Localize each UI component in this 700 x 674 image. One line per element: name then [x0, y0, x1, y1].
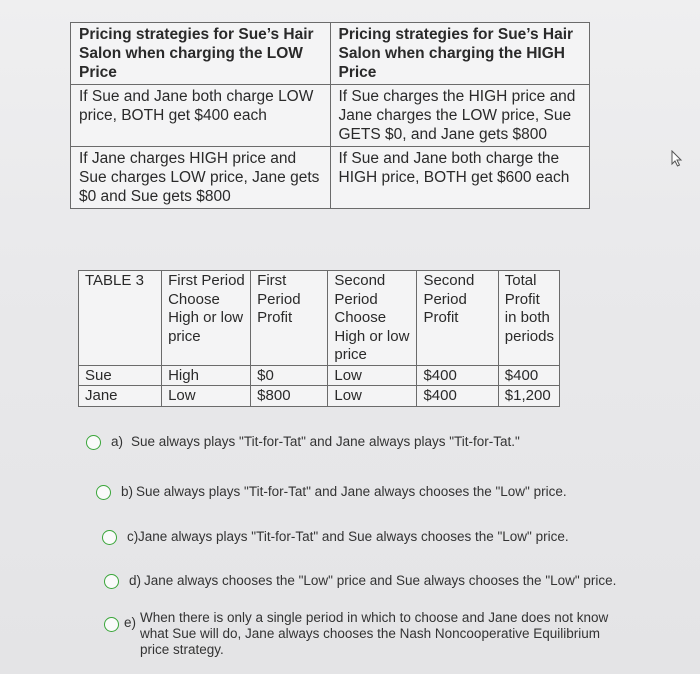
- table-cell: Low: [328, 365, 417, 386]
- table3-title: TABLE 3: [79, 271, 162, 366]
- header-low-price: Pricing strategies for Sue’s Hair Salon when charging the LOW Price: [71, 23, 331, 85]
- pricing-strategies-table: [70, 22, 590, 209]
- option-letter: c): [127, 529, 139, 544]
- radio-button-d[interactable]: [104, 574, 119, 589]
- table-3: [78, 270, 560, 407]
- table3-header-row: [79, 271, 560, 366]
- option-letter: d): [129, 573, 142, 588]
- jane-high-sue-low-cell: If Jane charges HIGH price and Sue charges LOW price, Jane gets $0 and Sue gets $800: [71, 147, 331, 209]
- table3-header-first-profit: First Period Profit: [251, 271, 328, 366]
- sue-high-jane-low-cell: If Sue charges the HIGH price and Jane charges the LOW price, Sue GETS $0, and Jane gets $800: [330, 85, 590, 147]
- radio-button-b[interactable]: [96, 485, 111, 500]
- both-low-cell: If Sue and Jane both charge LOW price, BOTH get $400 each: [71, 85, 331, 147]
- row-player-sue: Sue: [79, 365, 162, 386]
- table-cell: $0: [251, 365, 328, 386]
- table-cell: $400: [417, 365, 498, 386]
- option-text: Sue always plays "Tit-for-Tat" and Jane always chooses the "Low" price.: [136, 484, 567, 499]
- option-letter: e): [124, 615, 137, 630]
- radio-button-a[interactable]: [86, 435, 101, 450]
- option-text: Sue always plays "Tit-for-Tat" and Jane always plays "Tit-for-Tat.": [131, 434, 520, 449]
- table-cell: High: [162, 365, 251, 386]
- option-letter: a): [111, 434, 124, 449]
- option-text: When there is only a single period in which to choose and Jane does not know what Sue will do, Jane always chooses the Nash Noncooperative Equilibrium price strategy.: [140, 610, 609, 657]
- table-cell: $1,200: [498, 386, 559, 407]
- option-text: Jane always chooses the "Low" price and Sue always chooses the "Low" price.: [144, 573, 617, 588]
- header-high-price: Pricing strategies for Sue’s Hair Salon when charging the HIGH Price: [330, 23, 590, 85]
- mouse-cursor-icon: [670, 150, 684, 168]
- table3-header-total: Total Profit in both periods: [498, 271, 559, 366]
- table-cell: Low: [328, 386, 417, 407]
- table-cell: $800: [251, 386, 328, 407]
- table3-header-second-profit: Second Period Profit: [417, 271, 498, 366]
- table3-header-first-choice: First Period Choose High or low price: [162, 271, 251, 366]
- table-cell: Low: [162, 386, 251, 407]
- option-letter: b): [121, 484, 134, 499]
- table3-header-second-choice: Second Period Choose High or low price: [328, 271, 417, 366]
- table-cell: $400: [417, 386, 498, 407]
- table-cell: $400: [498, 365, 559, 386]
- table-row: [79, 365, 560, 386]
- row-player-jane: Jane: [79, 386, 162, 407]
- radio-button-c[interactable]: [102, 530, 117, 545]
- radio-button-e[interactable]: [104, 617, 119, 632]
- both-high-cell: If Sue and Jane both charge the HIGH price, BOTH get $600 each: [330, 147, 590, 209]
- table-row: [79, 386, 560, 407]
- option-text: Jane always plays "Tit-for-Tat" and Sue always chooses the "Low" price.: [138, 529, 569, 544]
